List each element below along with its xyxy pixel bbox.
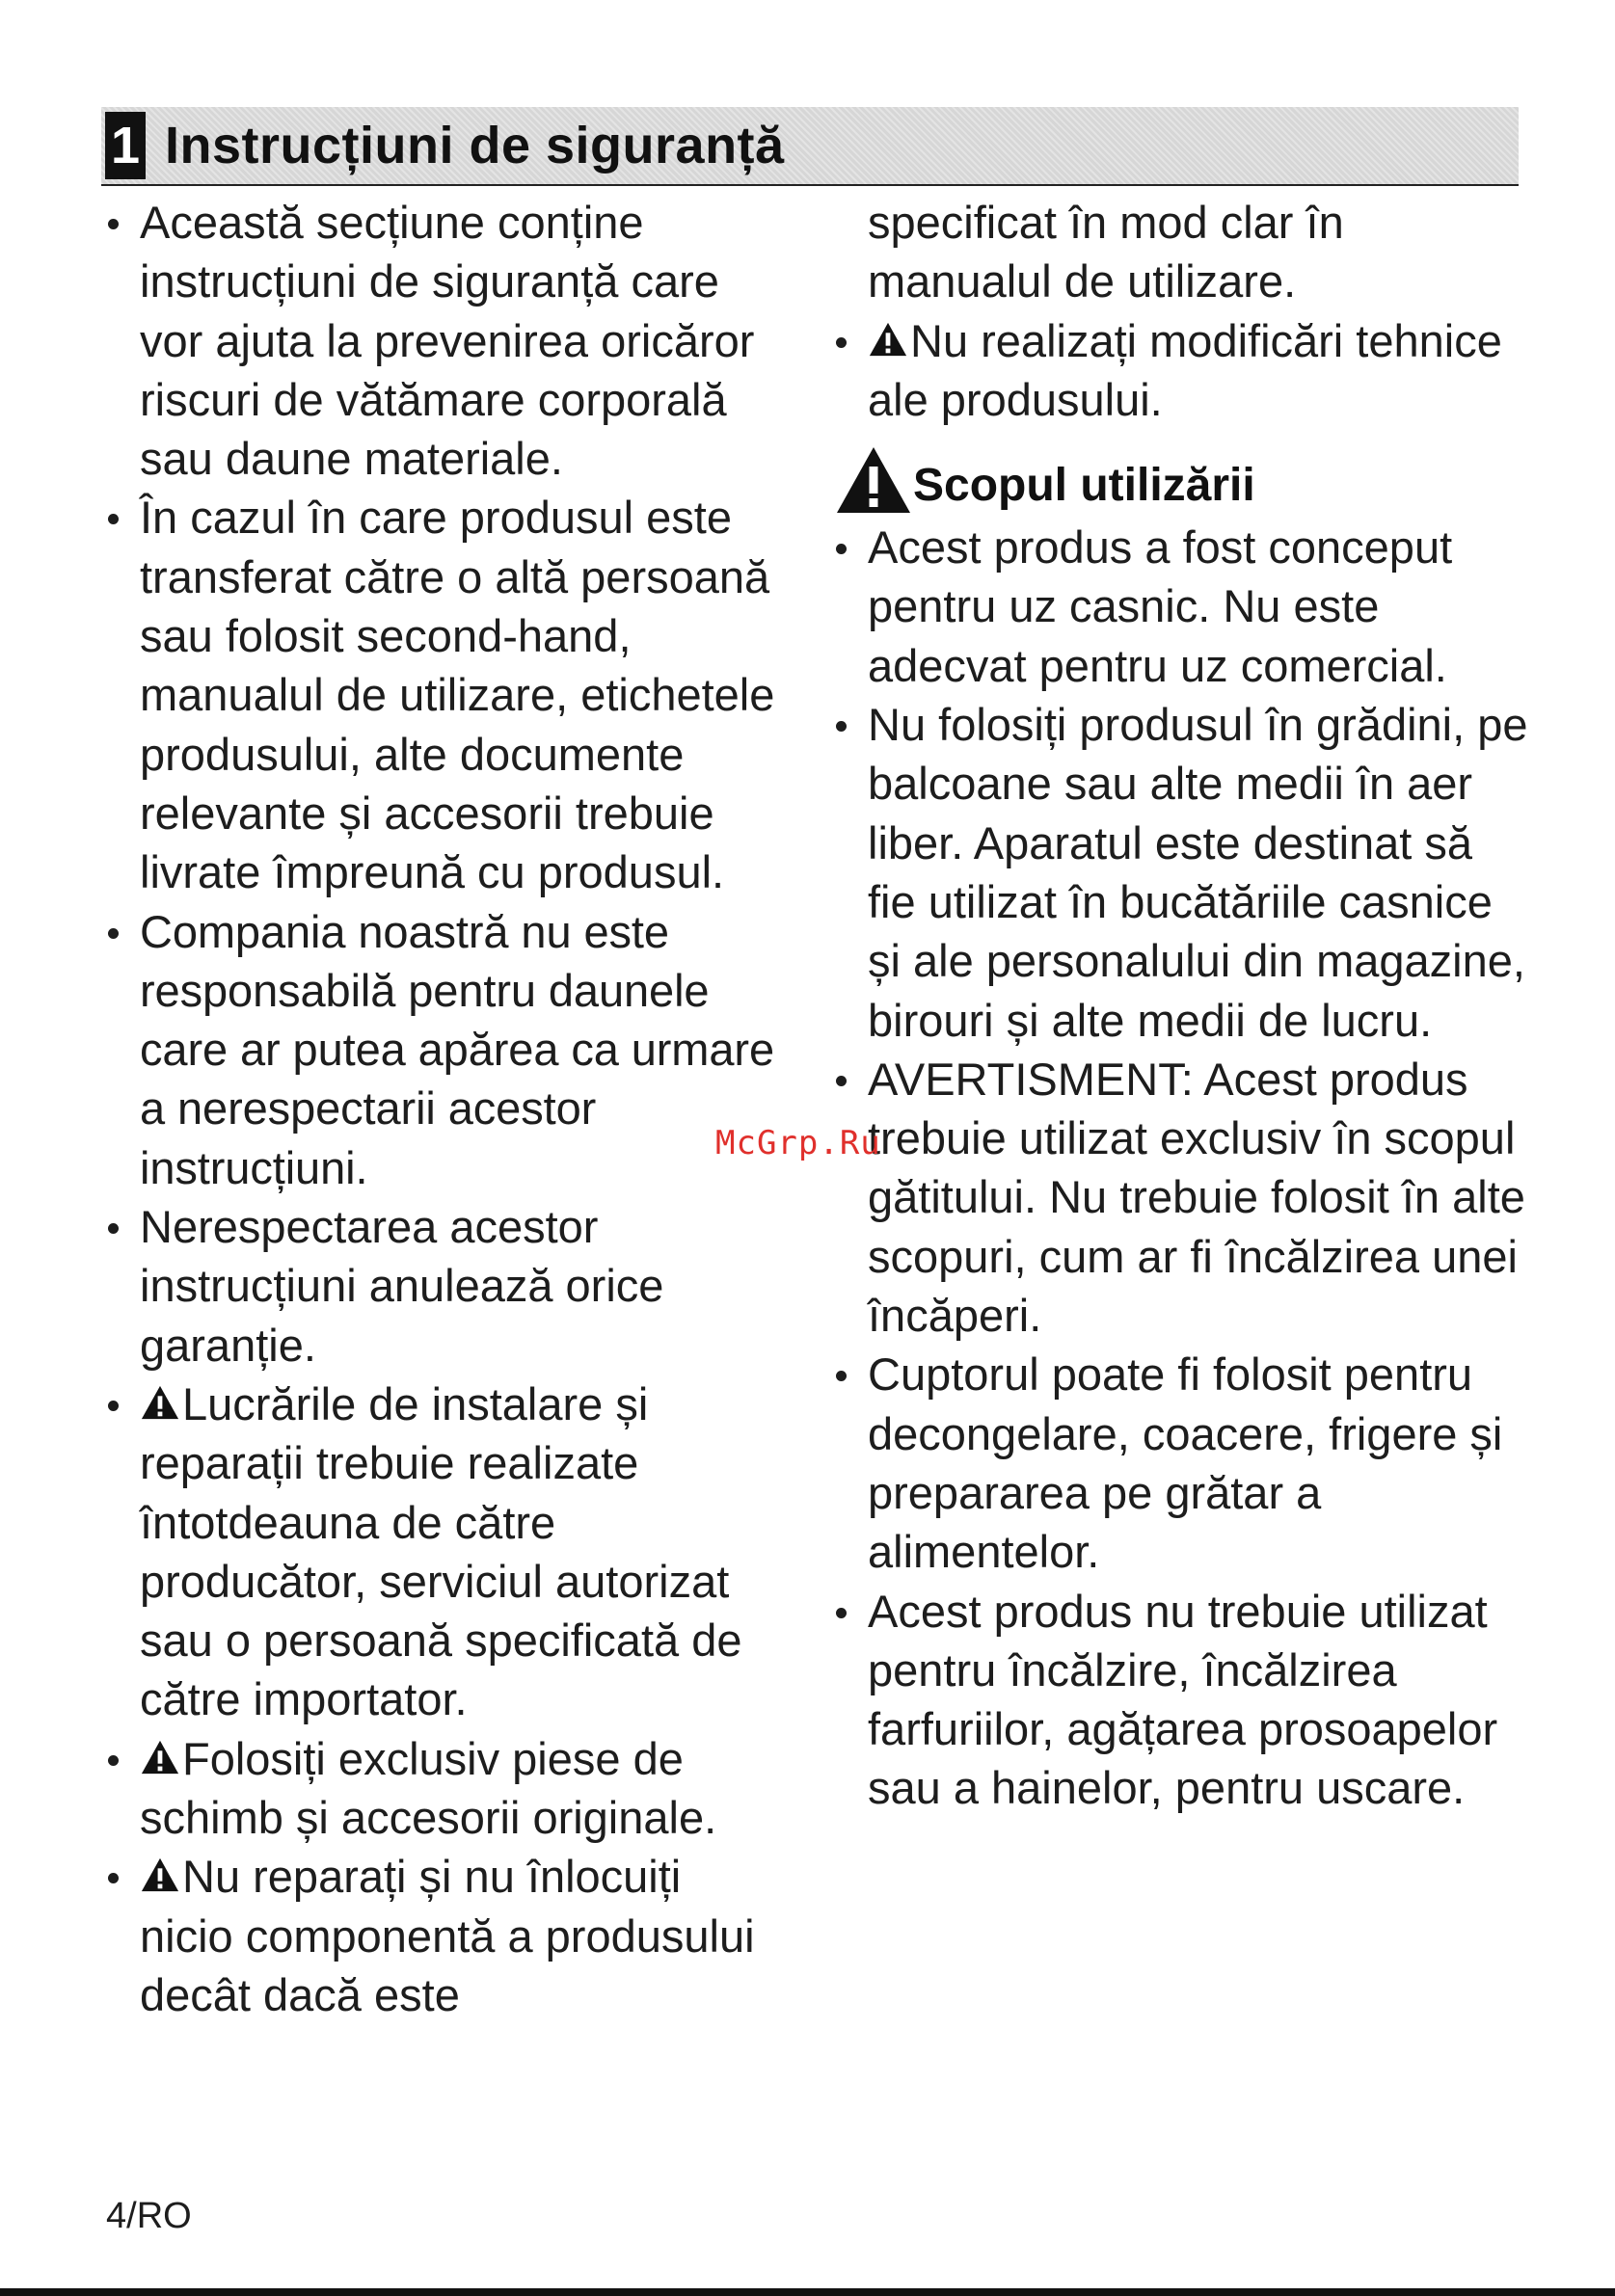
list-item-text: Lucrările de instalare și reparații trebuie realizate întotdeauna de către producător, serviciul autorizat sau o persoană specificată de către importator.: [140, 1377, 742, 1725]
list-item: [106, 1847, 781, 2024]
warning-triangle-icon: [140, 1855, 180, 1894]
bottom-rule: [0, 2288, 1615, 2296]
list-item: [834, 1050, 1528, 1345]
list-item: [834, 518, 1528, 695]
warning-triangle-icon: [868, 320, 908, 359]
list-item-text: Acest produs nu trebuie utilizat pentru încălzire, încălzirea farfuriilor, agățarea prosoapelor sau a hainelor, pentru uscare.: [868, 1585, 1498, 1814]
list-item-text: Acest produs a fost conceput pentru uz casnic. Nu este adecvat pentru uz comercial.: [868, 521, 1453, 691]
list-item-text: Nu folosiți produsul în grădini, pe balcoane sau alte medii în aer liber. Aparatul este destinat să fie utilizat în bucătăriile casnice și ale personalului din magazine, birouri și alte medii de lucru.: [868, 699, 1528, 1046]
section-header: [101, 107, 1519, 186]
list-item: [106, 193, 781, 488]
continued-text: specificat în mod clar în manualul de utilizare.: [868, 197, 1344, 307]
right-column: [834, 193, 1528, 1818]
section-title: Instrucțiuni de siguranță: [165, 117, 785, 174]
list-item-text: Acest produs trebuie utilizat exclusiv în scopul gătitului. Nu trebuie folosit în alte scopuri, cum ar fi încălzirea unei încăperi.: [868, 1053, 1525, 1342]
subsection-title: Scopul utilizării: [913, 460, 1255, 512]
list-item: [834, 1582, 1528, 1818]
list-item: [106, 1375, 781, 1729]
section-number: 1: [105, 112, 146, 179]
left-column: [106, 193, 781, 2024]
list-item: [106, 1197, 781, 1375]
subsection-heading: [834, 444, 1528, 516]
page-number: 4/RO: [106, 2196, 192, 2236]
list-item-text: Nu realizați modificări tehnice ale produsului.: [868, 314, 1502, 425]
list-item: [834, 311, 1528, 430]
left-bullet-list: [106, 193, 781, 2024]
right-bullet-list: [834, 518, 1528, 1818]
warning-triangle-icon: [140, 1738, 180, 1776]
list-item-text: Compania noastră nu este responsabilă pentru daunele care ar putea apărea ca urmare a nerespectarii acestor instrucțiuni.: [140, 905, 774, 1193]
right-warning-list: [834, 311, 1528, 430]
list-item-text: Această secțiune conține instrucțiuni de siguranță care vor ajuta la prevenirea oricăror riscuri de vătămare corporală sau daune materiale.: [140, 197, 755, 485]
warning-label: AVERTISMENT:: [868, 1053, 1194, 1105]
list-item-text: Folosiți exclusiv piese de schimb și accesorii originale.: [140, 1732, 717, 1844]
list-item-text: Nerespectarea acestor instrucțiuni anulează orice garanție.: [140, 1201, 664, 1371]
list-item-text: Nu reparați și nu înlocuiți nicio componentă a produsului decât dacă este: [140, 1851, 755, 2020]
list-item-text: Cuptorul poate fi folosit pentru decongelare, coacere, frigere și prepararea pe grătar a alimentelor.: [868, 1348, 1503, 1578]
list-item: [106, 1729, 781, 1848]
list-item-text: În cazul în care produsul este transferat către o altă persoană sau folosit second-hand, manualul de utilizare, etichetele produsului, alte documente relevante și accesorii trebuie livrate împreună cu produsul.: [140, 492, 775, 898]
list-item: [834, 695, 1528, 1050]
list-item: [834, 1345, 1528, 1581]
watermark: McGrp.Ru: [715, 1124, 881, 1162]
warning-triangle-icon: [834, 444, 913, 516]
list-item: [106, 488, 781, 901]
warning-triangle-icon: [140, 1383, 180, 1422]
list-item: [106, 902, 781, 1197]
